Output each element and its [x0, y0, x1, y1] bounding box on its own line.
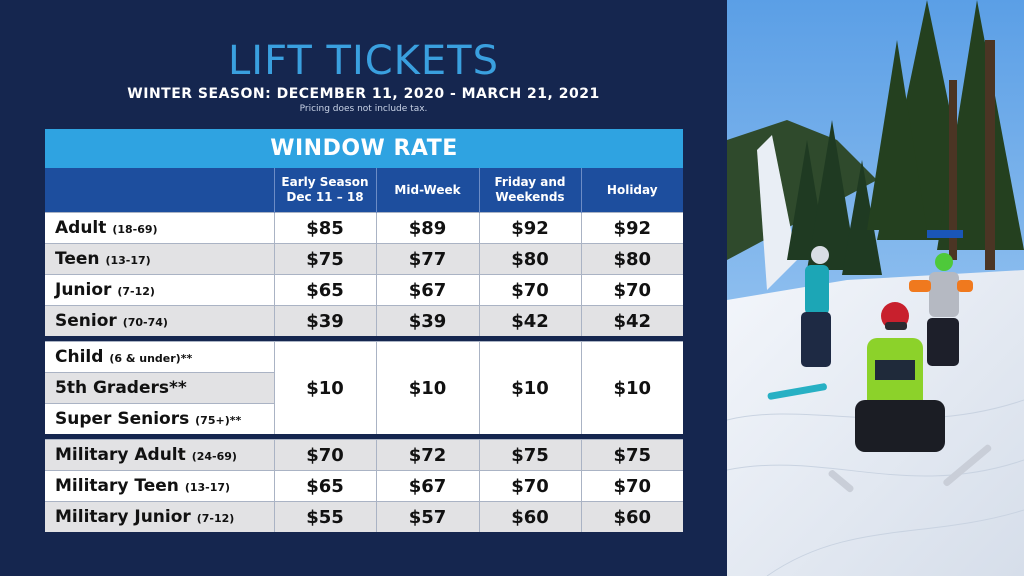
row-label [45, 213, 274, 244]
price-cell: $75 [581, 440, 683, 471]
price-cell: $70 [274, 440, 376, 471]
column-header-early-season [274, 168, 376, 213]
row-name: Super Seniors [55, 409, 190, 429]
table-row [45, 275, 683, 306]
price-cell: $70 [479, 471, 581, 502]
price-cell: $77 [376, 244, 479, 275]
price-cell: $42 [479, 306, 581, 337]
column-header-sublabel: Weekends [495, 190, 565, 204]
price-cell: $10 [479, 342, 581, 435]
column-header-friday-weekends [479, 168, 581, 213]
row-name: Teen [55, 249, 100, 269]
row-label [45, 404, 274, 435]
table-title: WINDOW RATE [45, 129, 683, 168]
price-cell: $60 [581, 502, 683, 533]
row-label [45, 342, 274, 373]
price-cell: $39 [376, 306, 479, 337]
price-cell: $67 [376, 471, 479, 502]
price-table [45, 129, 683, 532]
table-row [45, 244, 683, 275]
price-cell: $70 [479, 275, 581, 306]
row-age: (6 & under)** [109, 352, 193, 365]
column-header-label: Mid-Week [394, 182, 461, 197]
price-cell: $10 [376, 342, 479, 435]
row-age: (13-17) [105, 254, 151, 267]
price-cell: $72 [376, 440, 479, 471]
ski-photo [727, 0, 1024, 576]
row-name: Junior [55, 280, 112, 300]
price-cell: $57 [376, 502, 479, 533]
price-cell: $89 [376, 213, 479, 244]
price-cell: $80 [581, 244, 683, 275]
row-age: (7-12) [117, 285, 155, 298]
price-cell: $85 [274, 213, 376, 244]
row-label [45, 244, 274, 275]
row-name: Adult [55, 218, 107, 238]
price-cell: $39 [274, 306, 376, 337]
row-name: Military Teen [55, 476, 179, 496]
table-row [45, 306, 683, 337]
row-age: (7-12) [196, 512, 235, 525]
column-header-label: Early Season [281, 175, 369, 189]
price-cell: $65 [274, 471, 376, 502]
column-header-row [45, 168, 683, 213]
price-cell: $60 [479, 502, 581, 533]
price-cell: $10 [274, 342, 376, 435]
price-cell: $10 [581, 342, 683, 435]
price-cell: $75 [479, 440, 581, 471]
table-row [45, 440, 683, 471]
row-age: (75+)** [195, 414, 242, 427]
row-age: (24-69) [191, 450, 237, 463]
column-header-mid-week [376, 168, 479, 213]
column-header-sublabel: Dec 11 – 18 [286, 190, 364, 204]
corner-cell [45, 168, 274, 213]
price-cell: $42 [581, 306, 683, 337]
row-name: Military Junior [55, 507, 191, 527]
table-row [45, 471, 683, 502]
row-label [45, 471, 274, 502]
table-row [45, 502, 683, 533]
price-cell: $55 [274, 502, 376, 533]
row-label [45, 502, 274, 533]
row-name: Child [55, 347, 104, 367]
row-age: (13-17) [184, 481, 231, 494]
row-age: (18-69) [112, 223, 158, 236]
price-cell: $70 [581, 471, 683, 502]
price-cell: $70 [581, 275, 683, 306]
table-row [45, 342, 683, 373]
row-label [45, 373, 274, 404]
ski-photo-illustration [727, 0, 1024, 576]
price-grid [45, 168, 683, 532]
column-header-label: Holiday [606, 182, 658, 197]
row-label [45, 440, 274, 471]
table-row [45, 213, 683, 244]
price-cell: $67 [376, 275, 479, 306]
row-label [45, 275, 274, 306]
price-cell: $80 [479, 244, 581, 275]
season-dates: WINTER SEASON: DECEMBER 11, 2020 - MARCH 21, 2021 [127, 86, 600, 102]
row-name: 5th Graders** [55, 378, 187, 398]
price-cell: $92 [581, 213, 683, 244]
price-cell: $92 [479, 213, 581, 244]
tax-note: Pricing does not include tax. [299, 104, 428, 114]
row-age: (70-74) [122, 316, 168, 329]
price-cell: $75 [274, 244, 376, 275]
column-header-label: Friday and [494, 175, 566, 189]
page-title: LIFT TICKETS [227, 38, 500, 84]
row-name: Senior [55, 311, 117, 331]
row-name: Military Adult [55, 445, 186, 465]
price-cell: $65 [274, 275, 376, 306]
row-label [45, 306, 274, 337]
column-header-holiday [581, 168, 683, 213]
